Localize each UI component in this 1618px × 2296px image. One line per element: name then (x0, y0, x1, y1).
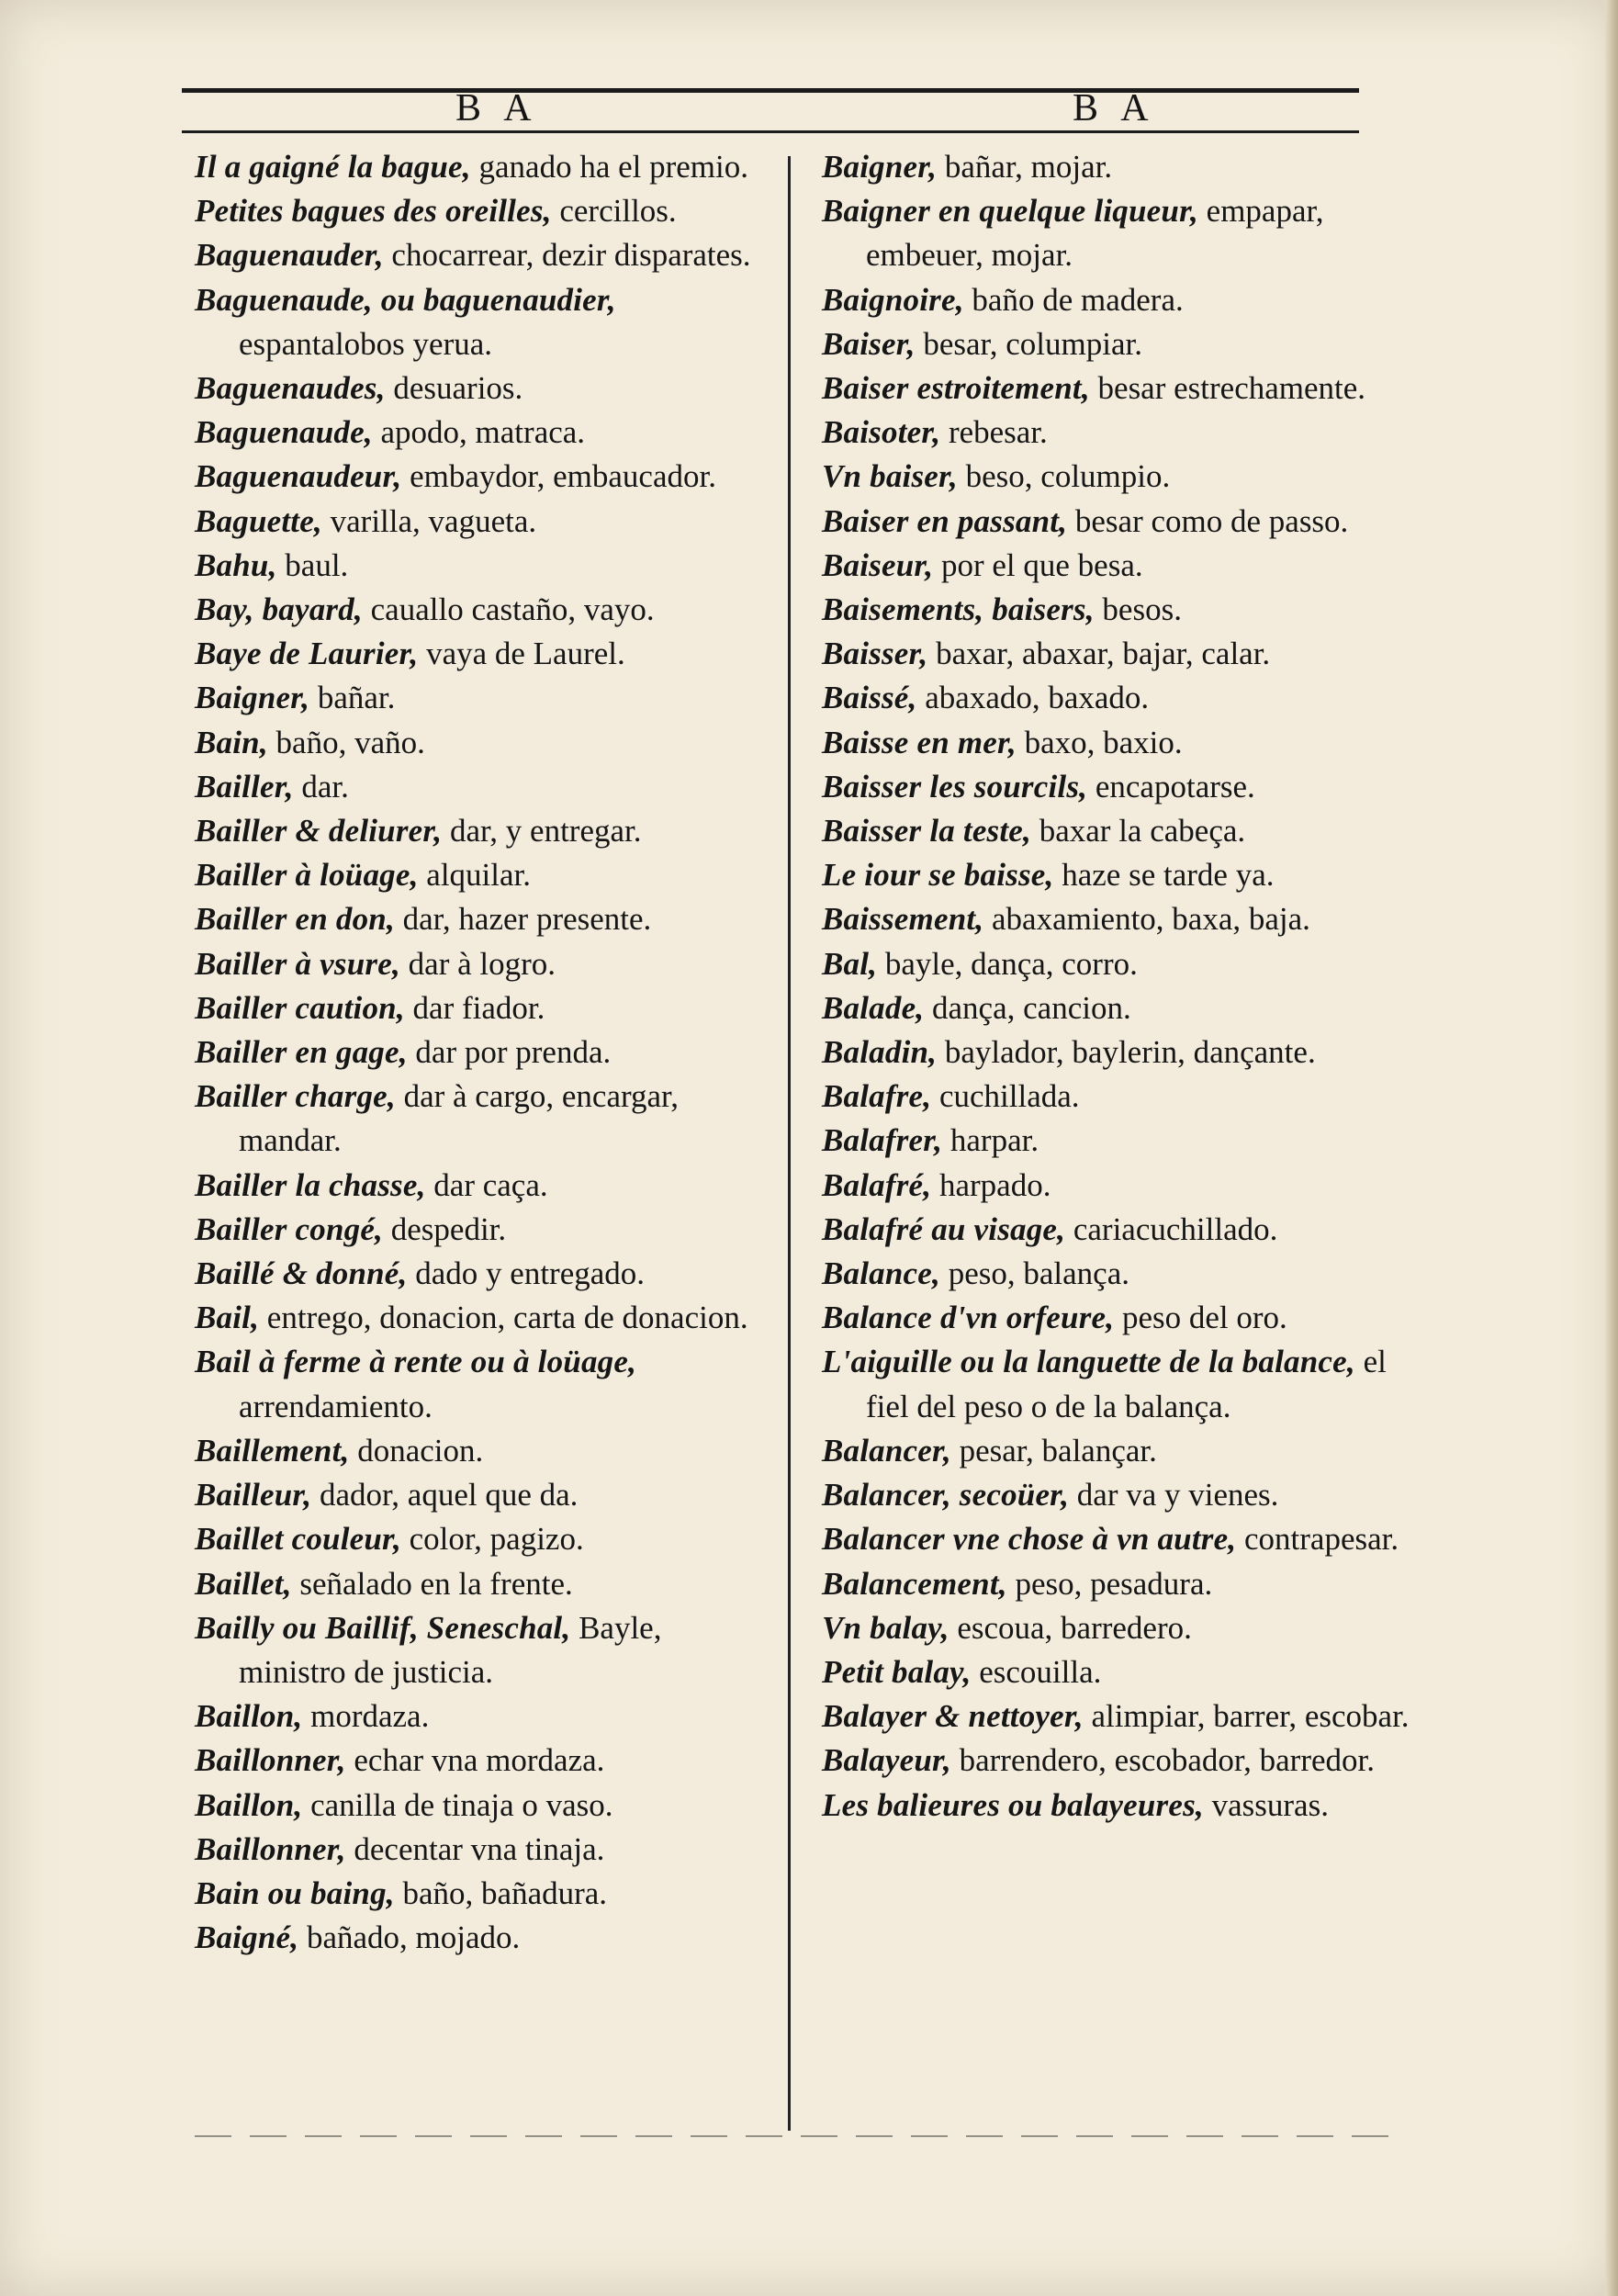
entry-definition: despedir. (383, 1210, 507, 1247)
dictionary-entry (822, 500, 1410, 544)
entry-definition: ganado ha el premio. (470, 149, 749, 185)
entry-definition: vassuras. (1203, 1786, 1329, 1823)
entry-definition: empapar, embeuer, mojar. (866, 193, 1324, 274)
entry-definition: besar como de passo. (1067, 502, 1349, 539)
entry-term: Baiser en passant, (822, 502, 1068, 539)
dictionary-entry (195, 1784, 773, 1828)
entry-term: Baisser la teste, (822, 813, 1031, 850)
entry-term: Baisse en mer, (822, 724, 1017, 760)
dictionary-entry (822, 1473, 1410, 1517)
entry-term: Petites bagues des oreilles, (195, 193, 552, 230)
entry-term: Baisser les sourcils, (822, 768, 1088, 805)
entry-definition: bañar. (309, 680, 396, 716)
entry-term: Baillement, (195, 1432, 350, 1469)
entry-definition: desuarios. (385, 370, 523, 407)
dictionary-entry (822, 1517, 1410, 1561)
footer-rule (195, 2135, 1388, 2137)
dictionary-entry (195, 189, 773, 233)
entry-definition: peso, balança. (939, 1255, 1129, 1292)
entry-definition: dar fiador. (404, 989, 545, 1026)
entry-term: Baiseur, (822, 546, 934, 583)
entry-term: Baisser, (822, 636, 928, 672)
entry-term: Bailler en gage, (195, 1034, 408, 1071)
dictionary-entry (195, 278, 773, 366)
dictionary-entry (195, 853, 773, 897)
dictionary-entry (822, 897, 1410, 941)
dictionary-entry (822, 1030, 1410, 1075)
entry-term: Bailler à vsure, (195, 945, 400, 982)
entry-term: Baguette, (195, 502, 322, 539)
dictionary-entry (195, 986, 773, 1030)
dictionary-entry (195, 1828, 773, 1872)
entry-definition: rebesar. (940, 414, 1048, 451)
dictionary-entry (195, 1473, 773, 1517)
dictionary-entry (822, 189, 1410, 277)
dictionary-entry (195, 1296, 773, 1340)
entry-definition: baul. (276, 546, 349, 583)
entry-term: Bail, (195, 1300, 260, 1336)
entry-definition: color, pagizo. (400, 1521, 584, 1558)
entry-definition: cariacuchillado. (1065, 1210, 1278, 1247)
entry-term: Baigner, (822, 149, 938, 185)
entry-term: Baiser, (822, 325, 916, 362)
left-running-head: B A (455, 87, 539, 129)
entry-definition: dança, cancion. (924, 989, 1131, 1026)
header-rule-thin (182, 130, 1359, 133)
entry-term: Baguenaude, (195, 414, 373, 451)
entry-term: Baigner, (195, 680, 310, 716)
dictionary-entry (822, 1784, 1410, 1828)
entry-term: Les balieures ou balayeures, (822, 1786, 1204, 1823)
entry-definition: abaxado, baxado. (916, 680, 1150, 716)
entry-term: Baigné, (195, 1919, 299, 1956)
dictionary-entry (822, 765, 1410, 809)
entry-term: Baillon, (195, 1786, 303, 1823)
dictionary-entry (822, 366, 1410, 411)
entry-definition: baxar la cabeça. (1030, 813, 1246, 850)
entry-definition: escouilla. (971, 1653, 1102, 1690)
dictionary-entry (822, 1650, 1410, 1694)
entry-term: Balancement, (822, 1565, 1007, 1602)
entry-definition: dar va y vienes. (1069, 1477, 1279, 1514)
entry-definition: besar estrechamente. (1089, 370, 1366, 407)
dictionary-entry (195, 588, 773, 632)
entry-term: Balancer, (822, 1432, 951, 1469)
entry-term: Bailler caution, (195, 989, 405, 1026)
entry-term: Balafré, (822, 1166, 932, 1203)
entry-definition: chocarrear, dezir disparates. (383, 237, 751, 274)
entry-term: Baguenaudes, (195, 370, 386, 407)
entry-definition: bañar, mojar. (937, 149, 1113, 185)
entry-definition: donacion. (349, 1432, 484, 1469)
entry-definition: apodo, matraca. (372, 414, 586, 451)
dictionary-entry (195, 1252, 773, 1296)
entry-definition: dado y entregado. (407, 1255, 646, 1292)
dictionary-entry (822, 676, 1410, 720)
dictionary-entry (822, 1340, 1410, 1428)
dictionary-entry (822, 1606, 1410, 1650)
entry-term: Il a gaigné la bague, (195, 149, 471, 185)
entry-term: Balafré au visage, (822, 1210, 1066, 1247)
entry-definition: escoua, barredero. (949, 1609, 1192, 1646)
entry-definition: baño de madera. (963, 281, 1184, 318)
dictionary-entry (822, 809, 1410, 853)
dictionary-entry (822, 1694, 1410, 1739)
dictionary-entry (195, 411, 773, 455)
entry-term: Bain ou baing, (195, 1874, 395, 1911)
entry-definition: dar caça. (425, 1166, 548, 1203)
dictionary-entry (195, 809, 773, 853)
entry-definition: pesar, balançar. (950, 1432, 1157, 1469)
left-column (195, 145, 773, 1960)
dictionary-entry (822, 278, 1410, 322)
entry-term: Bailler en don, (195, 901, 395, 938)
entry-term: Balafrer, (822, 1122, 943, 1159)
dictionary-entry (822, 632, 1410, 676)
entry-definition: dar por prenda. (407, 1034, 612, 1071)
entry-definition: barrendero, escobador, barredor. (950, 1742, 1375, 1779)
dictionary-entry (822, 986, 1410, 1030)
entry-term: Baillé & donné, (195, 1255, 408, 1292)
dictionary-entry (822, 1075, 1410, 1119)
entry-term: Le iour se baisse, (822, 857, 1054, 894)
dictionary-entry (195, 1916, 773, 1960)
dictionary-entry (195, 500, 773, 544)
dictionary-entry (822, 1562, 1410, 1606)
entry-definition: señalado en la frente. (291, 1565, 573, 1602)
entry-definition: dar à cargo, encargar, mandar. (239, 1078, 680, 1159)
entry-term: Balance, (822, 1255, 940, 1292)
entry-definition: alimpiar, barrer, escobar. (1083, 1698, 1410, 1735)
entry-term: Bailler la chasse, (195, 1166, 426, 1203)
entry-definition: decentar vna tinaja. (345, 1830, 605, 1867)
entry-definition: dar à logro. (399, 945, 556, 982)
entry-term: Baguenaude, ou baguenaudier, (195, 281, 616, 318)
entry-definition: dador, aquel que da. (311, 1477, 579, 1514)
entry-definition: Bayle, ministro de justicia. (239, 1609, 662, 1690)
entry-term: Baissement, (822, 901, 984, 938)
dictionary-entry (195, 632, 773, 676)
entry-term: Baignoire, (822, 281, 964, 318)
entry-definition: baxar, abaxar, bajar, calar. (927, 636, 1271, 672)
entry-term: Balancer, secoüer, (822, 1477, 1070, 1514)
entry-definition: dar, y entregar. (442, 813, 642, 850)
dictionary-entry (195, 1164, 773, 1208)
dictionary-entry (195, 1562, 773, 1606)
dictionary-entry (195, 1208, 773, 1252)
entry-term: Bailleur, (195, 1477, 312, 1514)
entry-term: Baillonner, (195, 1830, 346, 1867)
dictionary-entry (195, 455, 773, 499)
dictionary-entry (195, 1340, 773, 1428)
entry-term: Bay, bayard, (195, 591, 363, 628)
entry-term: Baisements, baisers, (822, 591, 1095, 628)
dictionary-entry (195, 233, 773, 277)
dictionary-entry (195, 676, 773, 720)
entry-definition: cercillos. (551, 193, 677, 230)
dictionary-entry (195, 765, 773, 809)
entry-definition: beso, columpio. (957, 458, 1171, 495)
dictionary-entry (195, 1606, 773, 1694)
entry-definition: cuchillada. (931, 1078, 1080, 1115)
dictionary-entry (822, 1208, 1410, 1252)
entry-definition: baylador, baylerin, dançante. (937, 1034, 1316, 1071)
dictionary-entry (822, 544, 1410, 588)
entry-term: Baillonner, (195, 1742, 346, 1779)
entry-definition: mordaza. (302, 1698, 430, 1735)
entry-term: Baisoter, (822, 414, 941, 451)
entry-term: Bailly ou Baillif, Seneschal, (195, 1609, 571, 1646)
entry-definition: alquilar. (418, 857, 532, 894)
dictionary-entry (195, 1694, 773, 1739)
entry-definition: echar vna mordaza. (345, 1742, 605, 1779)
entry-term: Vn balay, (822, 1609, 949, 1646)
entry-term: Bailler & deliurer, (195, 813, 443, 850)
dictionary-entry (195, 145, 773, 189)
entry-term: Bailler à loüage, (195, 857, 419, 894)
entry-term: Bailler charge, (195, 1078, 396, 1115)
right-column (822, 145, 1410, 1828)
entry-term: Vn baiser, (822, 458, 958, 495)
entry-definition: contrapesar. (1236, 1521, 1399, 1558)
dictionary-entry (822, 942, 1410, 986)
entry-definition: espantalobos yerua. (239, 325, 493, 362)
entry-term: Baye de Laurier, (195, 636, 419, 672)
entry-definition: bañado, mojado. (298, 1919, 521, 1956)
dictionary-entry (195, 721, 773, 765)
entry-term: Bail à ferme à rente ou à loüage, (195, 1344, 637, 1380)
entry-term: Balance d'vn orfeure, (822, 1300, 1115, 1336)
dictionary-entry (822, 1739, 1410, 1783)
dictionary-entry (822, 1164, 1410, 1208)
dictionary-entry (822, 721, 1410, 765)
dictionary-entry (195, 1517, 773, 1561)
entry-term: Balayer & nettoyer, (822, 1698, 1084, 1735)
entry-term: Baissé, (822, 680, 917, 716)
entry-definition: canilla de tinaja o vaso. (302, 1786, 613, 1823)
entry-term: Baillet, (195, 1565, 292, 1602)
entry-definition: besar, columpiar. (915, 325, 1142, 362)
entry-term: Baguenauder, (195, 237, 384, 274)
dictionary-entry (195, 544, 773, 588)
entry-term: Balayeur, (822, 1742, 951, 1779)
entry-definition: arrendamiento. (239, 1388, 433, 1424)
dictionary-entry (195, 1739, 773, 1783)
entry-term: Bailler, (195, 768, 294, 805)
entry-definition: baño, vaño. (267, 724, 425, 760)
dictionary-entry (195, 366, 773, 411)
entry-term: Baiser estroitement, (822, 370, 1090, 407)
entry-definition: entrego, donacion, carta de donacion. (259, 1300, 748, 1336)
entry-definition: el fiel del peso o de la balança. (866, 1344, 1387, 1424)
dictionary-entry (195, 1030, 773, 1075)
entry-term: Baigner en quelque liqueur, (822, 193, 1198, 230)
entry-definition: haze se tarde ya. (1053, 857, 1275, 894)
entry-term: Bal, (822, 945, 878, 982)
entry-definition: harpado. (931, 1166, 1051, 1203)
right-running-head: B A (1073, 87, 1156, 129)
entry-term: Baillon, (195, 1698, 303, 1735)
entry-term: Balancer vne chose à vn autre, (822, 1521, 1237, 1558)
entry-definition: embaydor, embaucador. (401, 458, 716, 495)
entry-term: Petit balay, (822, 1653, 972, 1690)
column-divider (788, 156, 791, 2131)
entry-term: Bahu, (195, 546, 277, 583)
entry-term: Baladin, (822, 1034, 938, 1071)
entry-definition: baño, bañadura. (394, 1874, 608, 1911)
entry-definition: abaxamiento, baxa, baja. (983, 901, 1310, 938)
header-rule (182, 88, 1359, 93)
entry-term: L'aiguille ou la languette de la balance, (822, 1344, 1355, 1380)
entry-definition: dar. (293, 768, 349, 805)
dictionary-entry (822, 411, 1410, 455)
dictionary-entry (822, 853, 1410, 897)
dictionary-entry (822, 1119, 1410, 1163)
page-edge (1605, 0, 1618, 2296)
dictionary-entry (822, 588, 1410, 632)
entry-definition: bayle, dança, corro. (877, 945, 1138, 982)
entry-term: Bain, (195, 724, 268, 760)
dictionary-entry (195, 1429, 773, 1473)
dictionary-entry (195, 1075, 773, 1163)
entry-term: Balafre, (822, 1078, 932, 1115)
dictionary-entry (195, 1872, 773, 1916)
dictionary-entry (822, 455, 1410, 499)
dictionary-entry (822, 322, 1410, 366)
entry-definition: baxo, baxio. (1016, 724, 1183, 760)
entry-definition: por el que besa. (933, 546, 1143, 583)
entry-definition: harpar. (942, 1122, 1039, 1159)
entry-definition: peso del oro. (1114, 1300, 1287, 1336)
entry-term: Baguenaudeur, (195, 458, 402, 495)
entry-definition: varilla, vagueta. (321, 502, 537, 539)
dictionary-entry (822, 1429, 1410, 1473)
dictionary-entry (822, 1252, 1410, 1296)
dictionary-entry (822, 145, 1410, 189)
entry-definition: besos. (1094, 591, 1182, 628)
entry-definition: encapotarse. (1087, 768, 1255, 805)
entry-term: Balade, (822, 989, 925, 1026)
entry-definition: vaya de Laurel. (418, 636, 625, 672)
dictionary-entry (822, 1296, 1410, 1340)
entry-definition: peso, pesadura. (1006, 1565, 1213, 1602)
dictionary-entry (195, 942, 773, 986)
dictionary-entry (195, 897, 773, 941)
entry-term: Baillet couleur, (195, 1521, 401, 1558)
entry-definition: cauallo castaño, vayo. (362, 591, 655, 628)
entry-term: Bailler congé, (195, 1210, 384, 1247)
entry-definition: dar, hazer presente. (394, 901, 652, 938)
